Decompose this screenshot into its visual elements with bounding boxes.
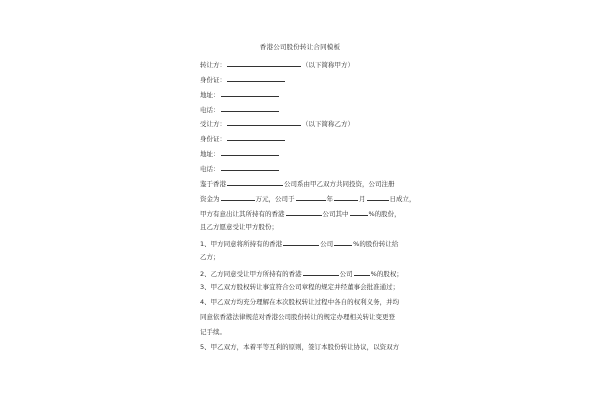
clause-3 [200, 283, 399, 291]
recital-line-4 [200, 223, 278, 231]
party-a-label: 转让方： [200, 61, 226, 69]
percent-blank [350, 208, 368, 216]
party-b-name-blank [227, 118, 301, 126]
day-blank [367, 193, 389, 201]
clause-text: 5、甲乙双方，本着平等互利的原则，签订本股份转让协议，以资双方 [200, 343, 400, 351]
recital-text: 公司系由甲乙双方共同投资，公司注册 [284, 180, 395, 188]
clause-text: 同意依香港法律规范对香港公司股份转让的规定办理相关转让变更登 [200, 313, 395, 321]
party-a-line [200, 59, 354, 69]
party-a-phone-blank [221, 104, 279, 112]
recital-text: 年 [326, 195, 333, 203]
clause-text: 1、甲方同意将所持有的香港 [200, 240, 283, 248]
party-b-address-label: 地址： [200, 150, 220, 158]
recital-text: 资金为 [200, 195, 220, 203]
party-b-id-blank [227, 133, 285, 141]
recital-line-3 [200, 208, 401, 218]
clause-2 [200, 268, 403, 278]
party-a-address-blank [221, 89, 279, 97]
recital-line-2 [200, 193, 416, 203]
recital-text: 月 [359, 195, 366, 203]
recital-text: 万元，公司于 [255, 195, 295, 203]
party-b-address-blank [221, 148, 279, 156]
clause-text: 记手续。 [200, 328, 226, 336]
clause-4-line-3 [200, 328, 226, 336]
party-b-label: 受让方： [200, 120, 226, 128]
document-title: 香港公司股份转让合同模板 [259, 43, 341, 51]
party-a-suffix: （以下简称甲方） [302, 61, 354, 69]
percent-blank [334, 238, 352, 246]
clause-text: 公司 [339, 270, 353, 278]
recital-text: 且乙方愿意受让甲方股份； [200, 223, 278, 231]
clause-1-continuation [200, 253, 220, 261]
party-a-address-line [200, 89, 280, 99]
clause-5 [200, 343, 399, 351]
company-name-blank [303, 268, 339, 276]
company-name-blank [227, 178, 283, 186]
clause-text: 3、甲乙双方股权转让事宜符合公司章程的规定并经董事会批准通过； [200, 283, 400, 291]
clause-text: 4、甲乙双方均充分理解在本次股权转让过程中各自的权利义务，并均 [200, 298, 400, 306]
party-b-line [200, 118, 354, 128]
party-b-suffix: （以下简称乙方） [302, 120, 354, 128]
clause-text: 公司 [320, 240, 334, 248]
clause-4-line-2 [200, 313, 395, 321]
year-blank [296, 193, 326, 201]
clause-text: %的股权； [370, 270, 403, 278]
company-name-blank [286, 208, 322, 216]
party-a-name-blank [227, 59, 301, 67]
party-b-phone-line [200, 163, 280, 173]
clause-text: %的股份转让给 [353, 240, 399, 248]
party-a-phone-line [200, 104, 280, 114]
party-a-address-label: 地址： [200, 91, 220, 99]
clause-4-line-1 [200, 298, 399, 306]
month-blank [334, 193, 358, 201]
capital-blank [221, 193, 255, 201]
clause-text: 乙方； [200, 253, 220, 261]
company-name-blank [283, 238, 319, 246]
recital-line-1 [200, 178, 395, 188]
percent-blank [354, 268, 370, 276]
clause-1 [200, 238, 398, 248]
clause-text: 2、乙方同意受让甲方所持有的香港 [200, 270, 302, 278]
party-b-phone-blank [221, 163, 279, 171]
party-b-id-line [200, 133, 286, 143]
party-a-phone-label: 电话： [200, 106, 220, 114]
recital-text: 甲方有意出让其所持有的香港 [200, 210, 285, 218]
recital-text: 公司其中 [322, 210, 349, 218]
party-b-phone-label: 电话： [200, 165, 220, 173]
recital-text: %的股份， [368, 210, 401, 218]
party-b-id-label: 身份证： [200, 135, 226, 143]
party-a-id-blank [227, 74, 285, 82]
party-b-address-line [200, 148, 280, 158]
party-a-id-line [200, 74, 286, 84]
recital-text: 鉴于香港 [200, 180, 226, 188]
recital-text: 日成立， [389, 195, 416, 203]
party-a-id-label: 身份证： [200, 76, 226, 84]
